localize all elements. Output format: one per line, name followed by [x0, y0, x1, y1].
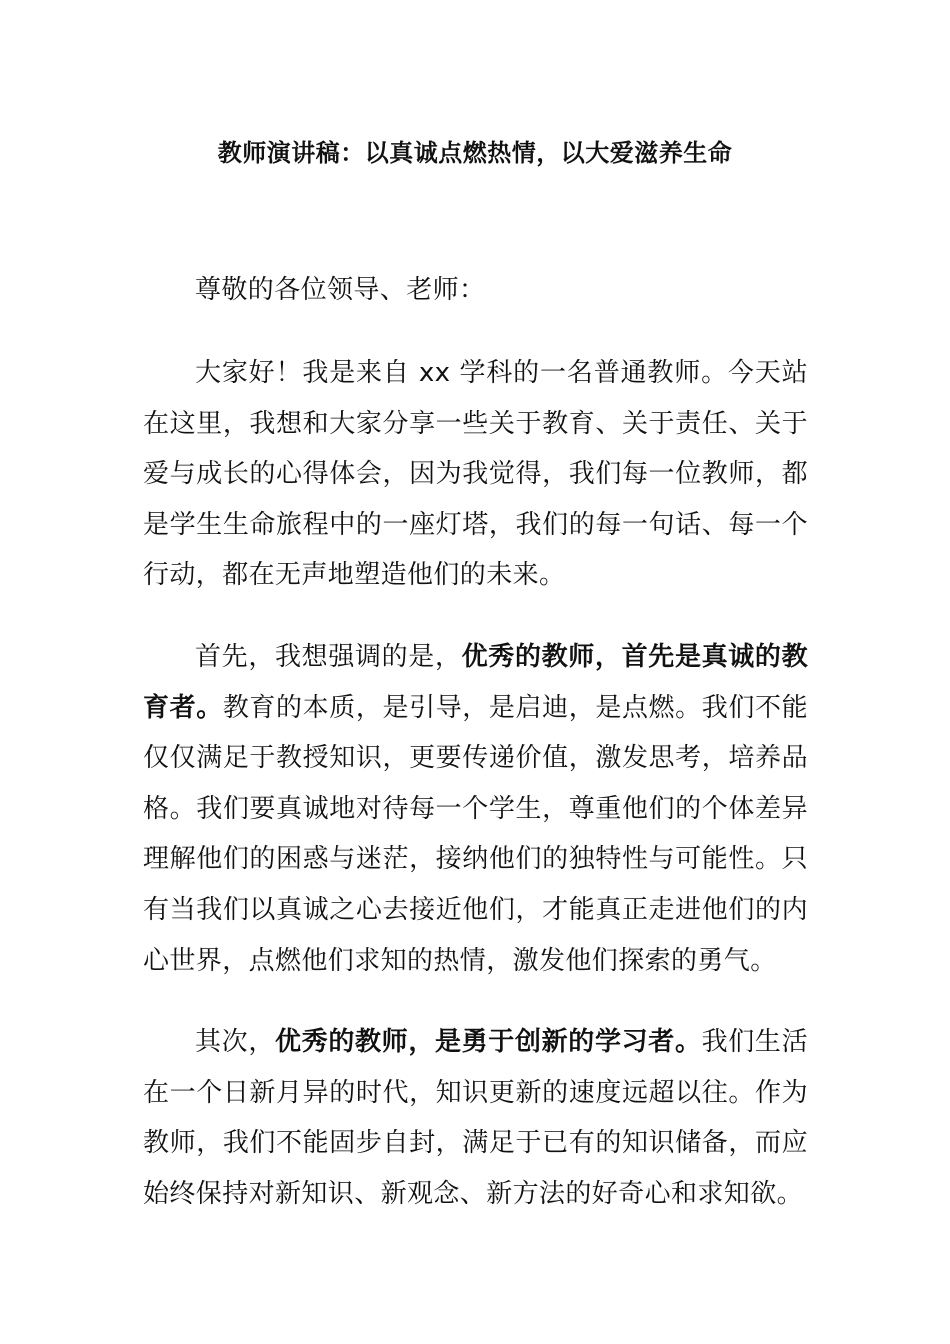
- paragraph-body-text: 教育的本质，是引导，是启迪，是点燃。我们不能仅仅满足于教授知识，更要传递价值，激发思考，培养品格。我们要真诚地对待每一个学生，尊重他们的个体差异理解他们的困惑与迷茫，接纳他们的独特性与可能性。只有当我们以真诚之心去接近他们，才能真正走进他们的内心世界，点燃他们求知的热情，激发他们探索的勇气。: [143, 692, 808, 976]
- paragraph-bold-thesis: 优秀的教师，是勇于创新的学习者。: [275, 1027, 702, 1057]
- paragraph-body-text: 我们生活在一个日新月异的时代，知识更新的速度远超以往。作为教师，我们不能固步自封，满足于已有的知识储备，而应始终保持对新知识、新观念、新方法的好奇心和求知欲。: [143, 1027, 808, 1209]
- paragraph-intro: [143, 348, 808, 601]
- paragraph-lead-text: 首先，我想强调的是，: [195, 642, 462, 672]
- paragraph-innovative-learner: [143, 1017, 808, 1219]
- paragraph-intro-text: 大家好！我是来自 xx 学科的一名普通教师。今天站在这里，我想和大家分享一些关于教育、关于责任、关于爱与成长的心得体会，因为我觉得，我们每一位教师，都是学生生命旅程中的一座灯塔，我们的每一句话、每一个行动，都在无声地塑造他们的未来。: [143, 358, 808, 591]
- paragraph-sincere-educator: [143, 632, 808, 986]
- paragraph-bold-thesis: 优秀的教师，首先是真诚的教育者。: [143, 642, 808, 723]
- document-title: 教师演讲稿：以真诚点燃热情，以大爱滋养生命: [217, 139, 733, 167]
- paragraph-lead-text: 其次，: [195, 1027, 275, 1057]
- greeting-paragraph: [143, 265, 808, 316]
- greeting-text: 尊敬的各位领导、老师：: [195, 275, 486, 305]
